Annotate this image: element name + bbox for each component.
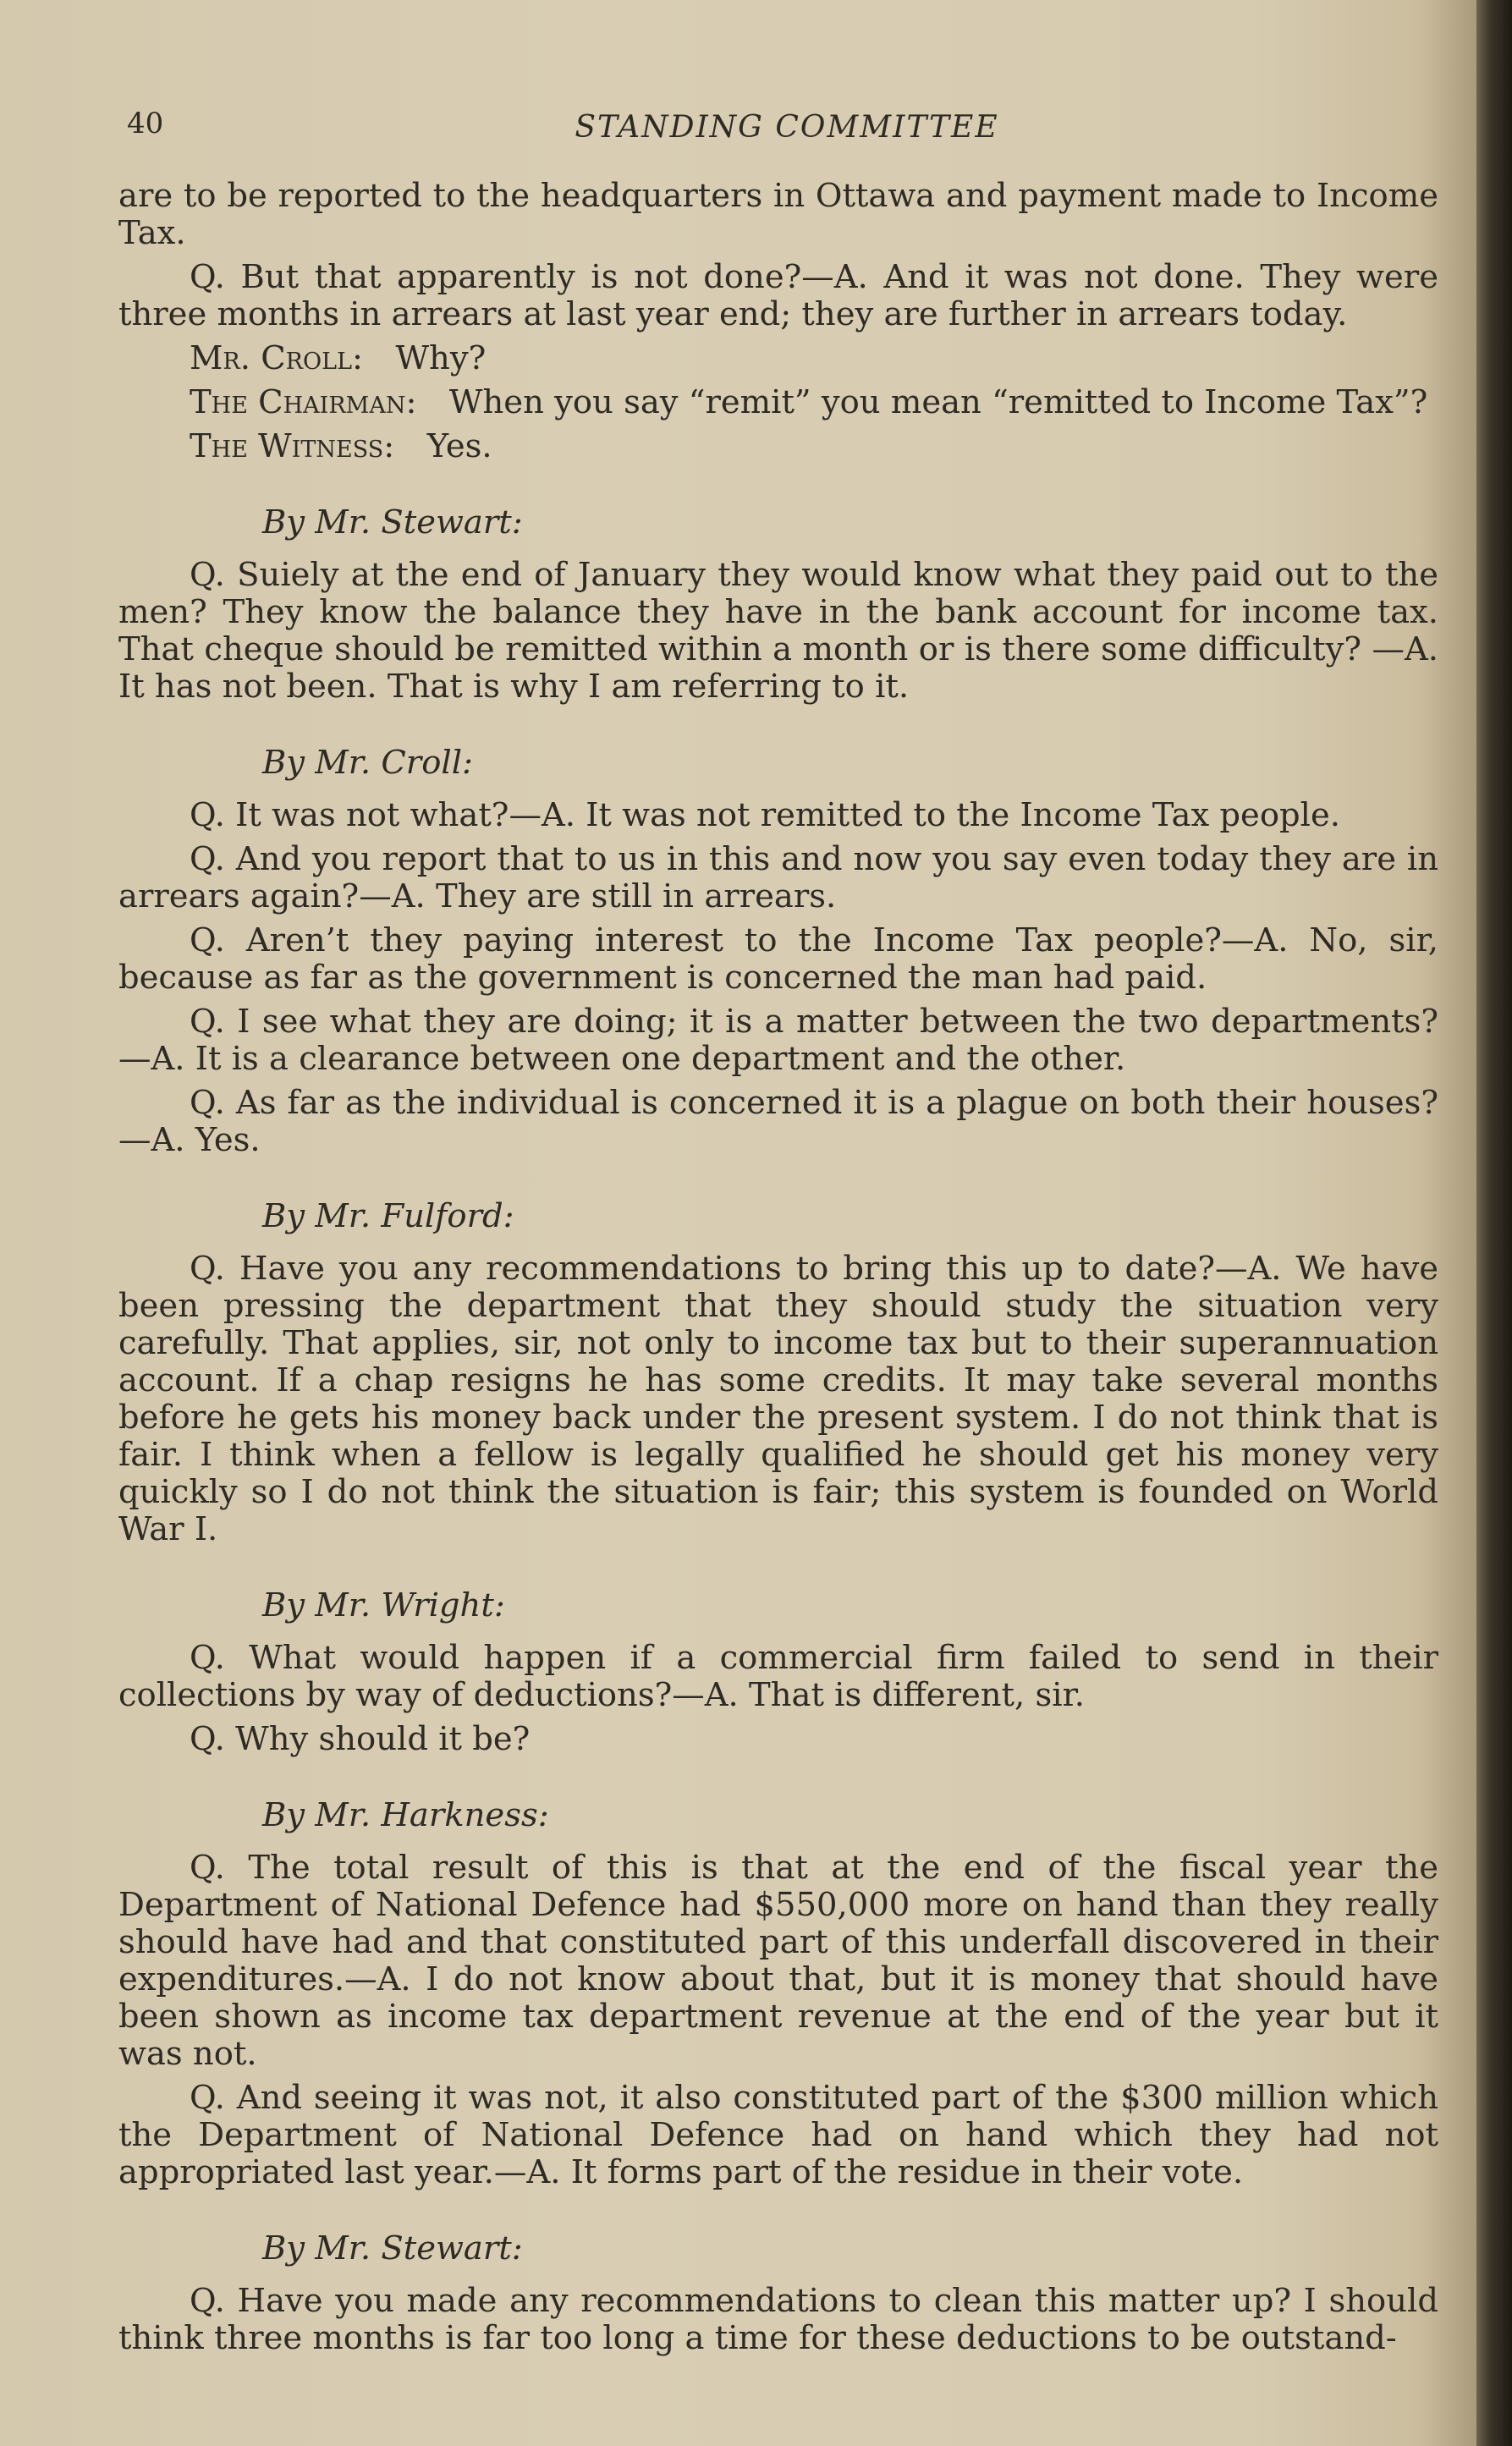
testimony-paragraph: Q. Have you made any recommendations to clean this matter up? I should think three months is far too long a time for these deductions to be outstand- xyxy=(118,2282,1438,2357)
speaker-name: Mr. Croll: xyxy=(190,339,363,377)
examiner-heading: By Mr. Wright: xyxy=(262,1586,505,1624)
running-head: STANDING COMMITTEE xyxy=(575,110,999,145)
examiner-heading: By Mr. Croll: xyxy=(262,744,473,782)
examiner-heading: By Mr. Harkness: xyxy=(262,1796,549,1834)
testimony-paragraph: Q. What would happen if a commercial firm failed to send in their collections by way of deductions?—A. That is different, sir. xyxy=(118,1639,1438,1714)
speaker-name: The Witness: xyxy=(190,427,395,465)
testimony-paragraph: Q. And seeing it was not, it also constituted part of the $300 million which the Department of National Defence had on hand which they had not appropriated last year.—A. It forms part of the residue in their vote. xyxy=(118,2079,1438,2191)
testimony-paragraph: Q. I see what they are doing; it is a matter between the two departments? —A. It is a clearance between one department and the other. xyxy=(118,1003,1438,1078)
book-spine-shadow xyxy=(1476,0,1512,2446)
testimony-paragraph: Q. And you report that to us in this and now you say even today they are in arrears again?—A. They are still in arrears. xyxy=(118,840,1438,915)
examiner-heading: By Mr. Fulford: xyxy=(262,1197,514,1235)
speaker-text: When you say “remit” you mean “remitted to Income Tax”? xyxy=(448,383,1428,421)
testimony-paragraph: Q. As far as the individual is concerned it is a plague on both their houses? —A. Yes. xyxy=(118,1084,1438,1159)
page-number: 40 xyxy=(127,107,164,140)
testimony-paragraph: Q. It was not what?—A. It was not remitted to the Income Tax people. xyxy=(190,796,1340,834)
page-header xyxy=(127,107,1447,149)
testimony-paragraph: Q. Aren’t they paying interest to the Income Tax people?—A. No, sir, because as far as the government is concerned the man had paid. xyxy=(118,921,1438,997)
speaker-text: Yes. xyxy=(426,427,492,465)
speaker-name: The Chairman: xyxy=(190,383,417,421)
testimony-paragraph: Q. Suiely at the end of January they would know what they paid out to the men? They know the balance they have in the bank account for income tax. That cheque should be remitted within a month or is there some difficulty? —A. It has not been. That is why I am referring to it. xyxy=(118,556,1438,706)
testimony-paragraph: are to be reported to the headquarters in Ottawa and payment made to Income Tax. xyxy=(118,177,1438,252)
speaker-paragraph xyxy=(118,384,1438,421)
testimony-paragraph: Q. Why should it be? xyxy=(190,1720,531,1758)
speaker-paragraph xyxy=(118,428,1438,465)
testimony-paragraph: Q. But that apparently is not done?—A. And it was not done. They were three months in arrears at last year end; they are further in arrears today. xyxy=(118,258,1438,333)
speaker-paragraph xyxy=(118,340,1438,377)
testimony-paragraph: Q. Have you any recommendations to bring this up to date?—A. We have been pressing the department that they should study the situation very carefully. That applies, sir, not only to income tax but to their superannuation account. If a chap resigns he has some credits. It may take several months before he gets his money back under the present system. I do not think that is fair. I think when a fellow is legally qualified he should get his money very quickly so I do not think the situation is fair; this system is founded on World War I. xyxy=(118,1250,1438,1548)
examiner-heading: By Mr. Stewart: xyxy=(262,2229,523,2267)
examiner-heading: By Mr. Stewart: xyxy=(262,503,523,541)
speaker-text: Why? xyxy=(395,339,487,377)
testimony-paragraph: Q. The total result of this is that at the end of the fiscal year the Department of National Defence had $550,000 more on hand than they really should have had and that constituted part of this underfall discovered in their expenditures.—A. I do not know about that, but it is money that should have been shown as income tax department revenue at the end of the year but it was not. xyxy=(118,1849,1438,2073)
page-body xyxy=(118,178,1438,2357)
